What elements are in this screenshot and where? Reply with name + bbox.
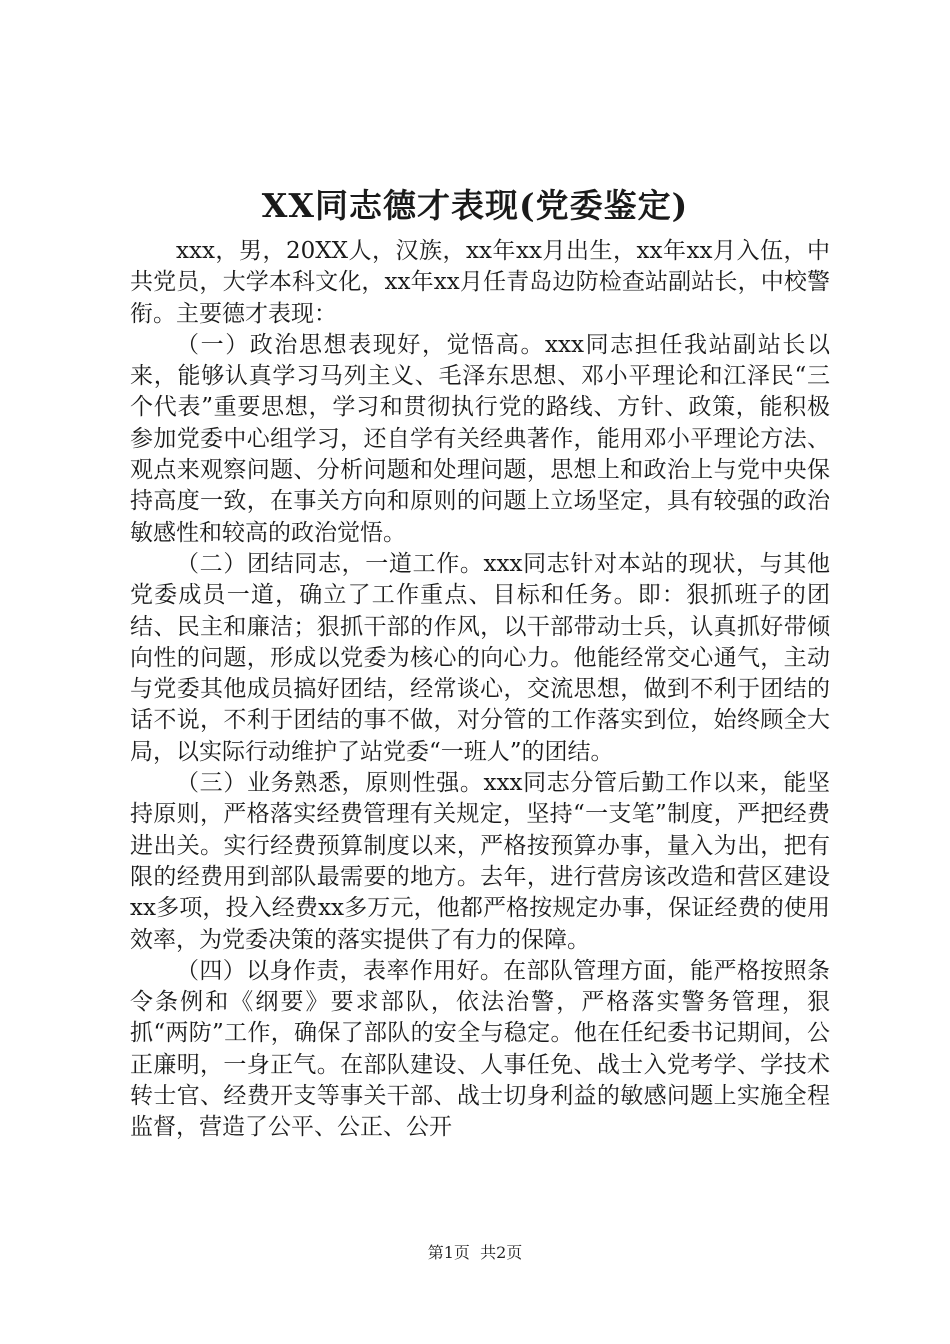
page-footer <box>0 1242 950 1264</box>
paragraph-business: （三）业务熟悉，原则性强。xxx同志分管后勤工作以来，能坚持原则，严格落实经费管理有关规定，坚持“一支笔”制度，严把经费进出关。实行经费预算制度以来，严格按预算办事，量入为出，把有限的经费用到部队最需要的地方。去年，进行营房该改造和营区建设xx多项，投入经费xx多万元，他都严格按规定办事，保证经费的使用效率，为党委决策的落实提供了有力的保障。 <box>130 770 830 953</box>
paragraph-political: （一）政治思想表现好，觉悟高。xxx同志担任我站副站长以来，能够认真学习马列主义、毛泽东思想、邓小平理论和江泽民“三个代表”重要思想，学习和贯彻执行党的路线、方针、政策，能积极参加党委中心组学习，还自学有关经典著作，能用邓小平理论方法、观点来观察问题、分析问题和处理问题，思想上和政治上与党中央保持高度一致，在事关方向和原则的问题上立场坚定，具有较强的政治敏感性和较高的政治觉悟。 <box>130 331 830 546</box>
document-title: XX同志德才表现(党委鉴定) <box>261 186 689 225</box>
document-body <box>130 236 830 1144</box>
paragraph-unity: （二）团结同志，一道工作。xxx同志针对本站的现状，与其他党委成员一道，确立了工作重点、目标和任务。即：狠抓班子的团结、民主和廉洁；狠抓干部的作风，以干部带动士兵，认真抓好带倾向性的问题，形成以党委为核心的向心力。他能经常交心通气，主动与党委其他成员搞好团结，经常谈心，交流思想，做到不利于团结的话不说，不利于团结的事不做，对分管的工作落实到位，始终顾全大局，以实际行动维护了站党委“一班人”的团结。 <box>130 550 830 765</box>
paragraph-intro: xxx，男，20XX人，汉族，xx年xx月出生，xx年xx月入伍，中共党员，大学本科文化，xx年xx月任青岛边防检查站副站长，中校警衔。主要德才表现： <box>130 238 830 327</box>
paragraph-example: （四）以身作责，表率作用好。在部队管理方面，能严格按照条令条例和《纲要》要求部队，依法治警，严格落实警务管理，狠抓“两防”工作，确保了部队的安全与稳定。他在任纪委书记期间，公正廉明，一身正气。在部队建设、人事任免、战士入党考学、学技术转士官、经费开支等事关干部、战士切身利益的敏感问题上实施全程监督，营造了公平、公正、公开 <box>130 957 830 1141</box>
page-total: 共2页 <box>480 1243 523 1262</box>
page-number: 第1页 <box>427 1243 470 1262</box>
